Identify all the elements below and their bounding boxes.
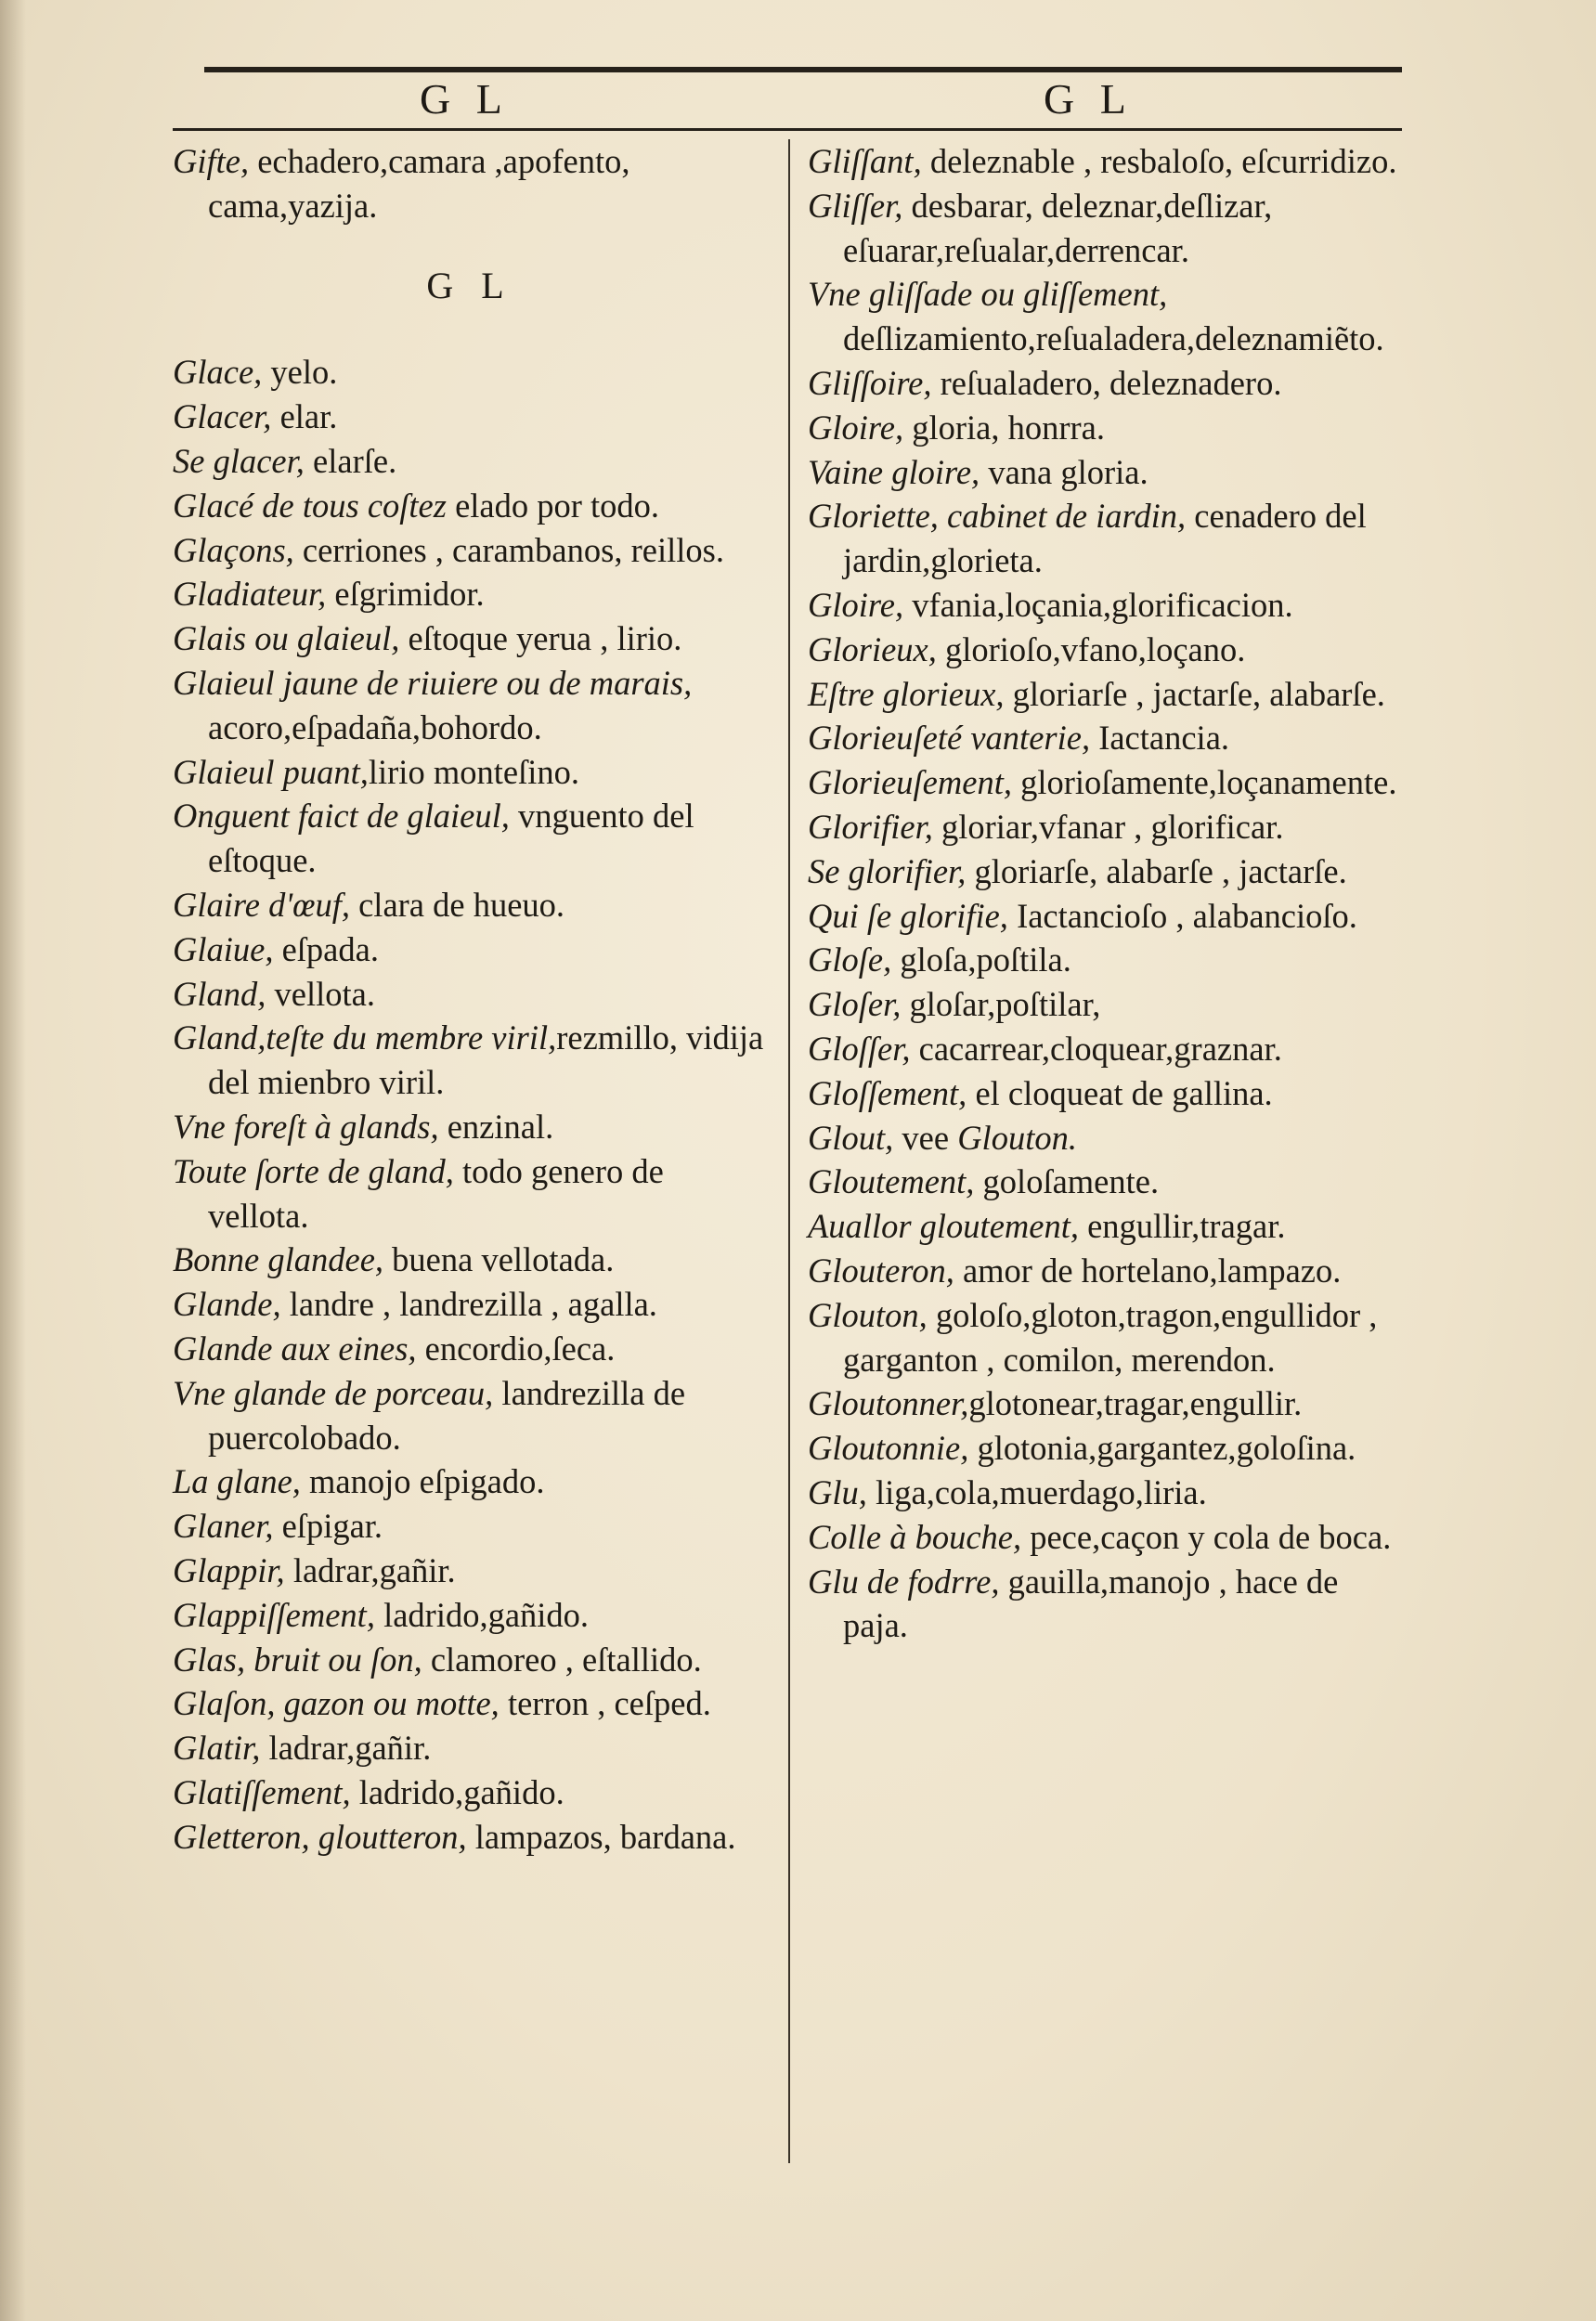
translation: deſlizamiento,reſualadera,deleznamiẽto. [843, 319, 1384, 358]
headword: Glorifier, [808, 807, 933, 846]
translation: todo genero de vellota. [208, 1151, 664, 1235]
translation: terron , ceſped. [499, 1684, 711, 1723]
entry [173, 1815, 767, 1860]
entry [173, 1504, 767, 1549]
headword: Gloutement, [808, 1162, 975, 1201]
translation: gauilla,manojo , hace de paja. [843, 1562, 1339, 1645]
entry [173, 927, 767, 972]
header-bottom-rule [173, 128, 1402, 131]
headword: Toute ſorte de gland, [173, 1151, 454, 1190]
entry [808, 583, 1402, 628]
translation: lirio monteſino. [368, 752, 579, 791]
entry [173, 439, 767, 484]
entry [173, 883, 767, 927]
entry [808, 672, 1402, 717]
entry [173, 139, 767, 228]
column-divider [788, 139, 790, 2163]
entry [808, 1116, 1402, 1160]
translation: landre , landrezilla , agalla. [280, 1285, 657, 1324]
translation: goloſo,gloton,tragon,engullidor , garganton , comilon, merendon. [843, 1295, 1378, 1379]
translation: cenadero del jardin,glorieta. [843, 497, 1367, 580]
translation: elarſe. [304, 441, 397, 480]
translation: vellota. [266, 974, 375, 1013]
entry [173, 794, 767, 883]
headword: Gloſer, [808, 985, 902, 1024]
headword: Bonne glandee, [173, 1240, 384, 1279]
translation: clara de hueuo. [349, 885, 565, 924]
translation: gloriarſe, alabarſe , jactarſe. [966, 851, 1347, 890]
entry [808, 1027, 1402, 1071]
headword: Gloire, [808, 585, 904, 624]
headword: Glacer, [173, 397, 272, 436]
translation: vee [893, 1118, 958, 1157]
translation: lampazos, bardana. [466, 1817, 736, 1856]
headword: Glande, [173, 1285, 281, 1324]
entry [808, 1381, 1402, 1426]
entry [808, 849, 1402, 894]
headword: Gloutonner, [808, 1384, 969, 1423]
translation: rezmillo, vidija del mienbro viril. [208, 1018, 764, 1102]
headword: Glu de fodrre, [808, 1562, 1000, 1601]
translation: eſtoque yerua , lirio. [399, 619, 682, 658]
entry [173, 972, 767, 1017]
headword: Gliſſoire, [808, 363, 932, 402]
entry [808, 1293, 1402, 1382]
headword: Gloire, [808, 408, 904, 447]
translation: encordio,ſeca. [416, 1329, 616, 1368]
headword: Glorieuſement, [808, 763, 1012, 802]
entry [173, 395, 767, 439]
right-column [808, 139, 1402, 1648]
entry [808, 1471, 1402, 1515]
entry [173, 1327, 767, 1371]
headword: Glappir, [173, 1550, 285, 1589]
headword: Glaieul puant, [173, 752, 369, 791]
translation: goloſamente. [974, 1162, 1160, 1201]
headword: Glatiſſement, [173, 1772, 351, 1811]
entry [808, 760, 1402, 805]
entry [173, 1726, 767, 1770]
entry [808, 1560, 1402, 1649]
translation: desbarar, deleznar,deſlizar, eſuarar,reſualar,derrencar. [843, 186, 1273, 269]
translation: cacarrear,cloquear,graznar. [910, 1029, 1282, 1068]
headword: Glaſon, gazon ou motte, [173, 1684, 500, 1723]
entry [173, 1282, 767, 1327]
entry [808, 184, 1402, 273]
header-right: G L [1044, 75, 1134, 123]
headword: Gloutonnie, [808, 1429, 969, 1468]
entry [808, 450, 1402, 495]
translation: gloria, honrra. [903, 408, 1105, 447]
translation: echadero,camara ,apofento, cama,yazija. [208, 142, 630, 225]
translation: clamoreo , eſtallido. [422, 1640, 702, 1679]
entry [808, 1160, 1402, 1204]
headword: Glorieux, [808, 629, 937, 668]
headword: Glaiue, [173, 929, 274, 968]
entry [173, 616, 767, 661]
entry [808, 1515, 1402, 1560]
entry [173, 350, 767, 395]
headword: Glaieul jaune de riuiere ou de marais, [173, 663, 693, 702]
translation: gloſa,poſtila. [891, 940, 1071, 979]
headword: Glaner, [173, 1507, 274, 1546]
headword: Vaine gloire, [808, 452, 980, 491]
translation: vnguento del eſtoque. [208, 797, 694, 880]
translation: Iactancioſo , alabancioſo. [1007, 896, 1357, 935]
headword: Eſtre glorieux, [808, 674, 1005, 713]
header-left: G L [420, 75, 510, 123]
entry [173, 1593, 767, 1638]
entry [808, 272, 1402, 361]
translation: amor de hortelano,lampazo. [954, 1251, 1342, 1290]
headword: Gifte, [173, 142, 250, 180]
entry [173, 1016, 767, 1105]
headword: Gloriette, cabinet de iardin, [808, 497, 1187, 536]
translation: acoro,eſpadaña,bohordo. [208, 707, 542, 746]
headword: Glace, [173, 353, 263, 392]
translation: enzinal. [438, 1107, 554, 1146]
entry [173, 528, 767, 573]
left-entry-list [173, 350, 767, 1859]
translation: glotonear,tragar,engullir. [968, 1384, 1303, 1423]
entry [173, 1549, 767, 1593]
headword: Auallor gloutement, [808, 1207, 1079, 1246]
entry [173, 1681, 767, 1726]
section-heading: G L [426, 264, 513, 306]
entry [173, 1770, 767, 1815]
headword: Gliſſant, [808, 142, 922, 180]
entry [808, 494, 1402, 583]
headword: Glaçons, [173, 530, 294, 569]
translation: ladrido,gañido. [374, 1595, 590, 1634]
page-gutter-shadow [0, 0, 26, 2321]
headword: Glande aux eines, [173, 1329, 417, 1368]
cross-reference: Glouton. [957, 1118, 1077, 1157]
headword: Glais ou glaieul, [173, 619, 400, 658]
translation: glorioſo,vfano,loçano. [936, 629, 1246, 668]
right-entry-list [808, 139, 1402, 1648]
entry [808, 139, 1402, 184]
entry [808, 716, 1402, 760]
headword: Gletteron, gloutteron, [173, 1817, 467, 1856]
translation: manojo eſpigado. [300, 1462, 545, 1501]
translation: el cloqueat de gallina. [967, 1073, 1273, 1112]
headword: Gloſſement, [808, 1073, 967, 1112]
header-top-rule [204, 67, 1402, 72]
headword: Glatir, [173, 1729, 261, 1768]
entry [808, 406, 1402, 450]
entry [808, 938, 1402, 982]
left-column [173, 139, 767, 1859]
translation: glotonia,gargantez,goloſina. [968, 1429, 1356, 1468]
entry [173, 1238, 767, 1282]
translation: Iactancia. [1090, 719, 1230, 758]
entry [808, 1426, 1402, 1471]
entry [173, 1105, 767, 1149]
headword: Gladiateur, [173, 575, 327, 614]
translation: vfania,loçania,glorificacion. [903, 585, 1293, 624]
headword: La glane, [173, 1462, 301, 1501]
translation: glorioſamente,loçanamente. [1011, 763, 1397, 802]
translation: eſpada. [273, 929, 379, 968]
headword: Gland, [173, 974, 266, 1013]
headword: Glas, bruit ou ſon, [173, 1640, 422, 1679]
entry [173, 661, 767, 750]
translation: deleznable , resbaloſo, eſcurridizo. [921, 142, 1397, 180]
entry [173, 1459, 767, 1504]
headword: Qui ſe glorifie, [808, 896, 1008, 935]
headword: Gliſſer, [808, 186, 903, 225]
entry [808, 982, 1402, 1027]
entry [808, 894, 1402, 939]
headword: Glorieuſeté vanterie, [808, 719, 1091, 758]
headword: Se glorifier, [808, 851, 967, 890]
translation: gloriarſe , jactarſe, alabarſe. [1004, 674, 1385, 713]
translation: cerriones , carambanos, reillos. [293, 530, 724, 569]
entry [173, 1371, 767, 1460]
entry [808, 361, 1402, 406]
translation: elado por todo. [446, 486, 660, 525]
translation: reſualadero, deleznadero. [931, 363, 1282, 402]
translation: gloriar,vfanar , glorificar. [932, 807, 1284, 846]
headword: Glu, [808, 1472, 867, 1511]
headword: Onguent faict de glaieul, [173, 797, 510, 836]
entry [808, 628, 1402, 672]
translation: eſgrimidor. [326, 575, 485, 614]
entry [173, 484, 767, 528]
translation: engullir,tragar. [1078, 1207, 1286, 1246]
entry [808, 805, 1402, 849]
headword: Gland,teſte du membre viril, [173, 1018, 557, 1057]
entry [173, 572, 767, 616]
headword: Glaire d'œuf, [173, 885, 350, 924]
headword: Glouton, [808, 1295, 928, 1334]
entry [808, 1204, 1402, 1249]
entry [173, 1149, 767, 1238]
translation: landrezilla de puercolobado. [208, 1373, 686, 1457]
translation: ladrar,gañir. [284, 1550, 456, 1589]
entry [808, 1071, 1402, 1116]
translation: buena vellotada. [383, 1240, 615, 1279]
headword: Glacé de tous coſtez [173, 486, 447, 525]
headword: Colle à bouche, [808, 1517, 1022, 1556]
entry [173, 750, 767, 795]
headword: Gloſſer, [808, 1029, 911, 1068]
headword: Gloſe, [808, 940, 892, 979]
translation: ladrar,gañir. [260, 1729, 432, 1768]
translation: vana gloria. [980, 452, 1148, 491]
headword: Vne foreſt à glands, [173, 1107, 439, 1146]
headword: Glout, [808, 1118, 894, 1157]
translation: gloſar,poſtilar, [901, 985, 1101, 1024]
translation: yelo. [262, 353, 338, 392]
translation: pece,caçon y cola de boca. [1021, 1517, 1392, 1556]
headword: Glouteron, [808, 1251, 954, 1290]
entry [808, 1249, 1402, 1293]
headword: Vne glande de porceau, [173, 1373, 494, 1412]
entry [173, 1638, 767, 1682]
headword: Vne gliſſade ou gliſſement, [808, 275, 1168, 314]
translation: eſpigar. [273, 1507, 383, 1546]
headword: Glappiſſement, [173, 1595, 375, 1634]
translation: liga,cola,muerdago,liria. [866, 1472, 1207, 1511]
translation: elar. [271, 397, 338, 436]
headword: Se glacer, [173, 441, 305, 480]
translation: ladrido,gañido. [350, 1772, 564, 1811]
